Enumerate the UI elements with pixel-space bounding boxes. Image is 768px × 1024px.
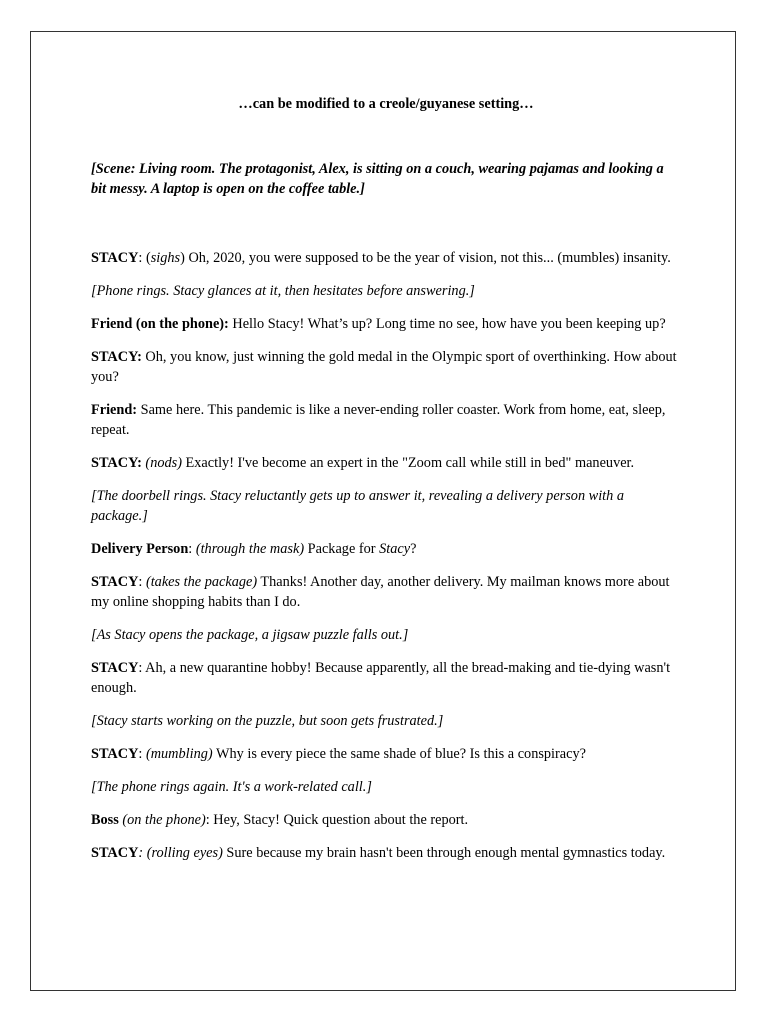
dialogue-text: Hello Stacy! What’s up? Long time no see, how have you been keeping up? (228, 316, 666, 332)
script-body (91, 94, 681, 876)
dialogue-line: STACY: (sighs) Oh, 2020, you were supposed to be the year of vision, not this... (mumbles) insanity. (91, 250, 671, 266)
dialogue-line (91, 658, 681, 698)
dialogue-text: Package for (304, 541, 380, 557)
stage-direction: [Stacy starts working on the puzzle, but soon gets frustrated.] (91, 713, 444, 729)
stage-direction: [As Stacy opens the package, a jigsaw puzzle falls out.] (91, 627, 409, 643)
dialogue-text: : Hey, Stacy! Quick question about the report. (205, 812, 469, 828)
dialogue-text: Exactly! I've become an expert in the "Zoom call while still in bed" maneuver. (181, 455, 635, 471)
action-note: (mumbling) (145, 746, 213, 762)
dialogue-line: Delivery Person: (through the mask) Package for Stacy? (91, 541, 417, 557)
action-note: (nods) (141, 455, 182, 471)
dialogue-text: Why is every piece the same shade of blue? Is this a conspiracy? (212, 746, 586, 762)
action-note: (through the mask) (195, 541, 305, 557)
speaker-name: Friend (on the phone): (91, 316, 229, 332)
speaker-name: Boss (91, 812, 119, 828)
dialogue-line (91, 347, 681, 387)
action-note: (on the phone) (118, 812, 206, 828)
dialogue-text: : Ah, a new quarantine hobby! Because apparently, all the bread-making and tie-dying wasn't enough. (91, 660, 671, 696)
speaker-name: STACY: (91, 349, 142, 365)
dialogue-line (91, 314, 681, 334)
dialogue-text: Sure because my brain hasn't been through enough mental gymnastics today. (222, 845, 666, 861)
dialogue-text: Oh, you know, just winning the gold medal in the Olympic sport of overthinking. How about you? (91, 349, 677, 385)
dialogue-text: Thanks! Another day, another delivery. My mailman knows more about my online shopping habits than I do. (91, 574, 670, 610)
dialogue-line: STACY: (mumbling) Why is every piece the same shade of blue? Is this a conspiracy? (91, 746, 586, 762)
speaker-name: STACY (91, 660, 139, 676)
dialogue-line (91, 400, 681, 440)
stage-direction: [The doorbell rings. Stacy reluctantly gets up to answer it, revealing a delivery person with a package.] (91, 488, 625, 524)
speaker-name: Friend: (91, 402, 138, 418)
stage-direction: [Phone rings. Stacy glances at it, then hesitates before answering.] (91, 283, 475, 299)
speaker-name: STACY (91, 250, 139, 266)
dialogue-line (91, 453, 681, 473)
speaker-name: STACY (91, 746, 139, 762)
speaker-name: Delivery Person (91, 541, 189, 557)
dialogue-text: Same here. This pandemic is like a never-ending roller coaster. Work from home, eat, sleep, repeat. (91, 402, 666, 438)
speaker-name: STACY (91, 845, 139, 861)
action-note: (takes the package) (145, 574, 258, 590)
stage-direction: [The phone rings again. It's a work-related call.] (91, 779, 372, 795)
document-page (30, 31, 736, 991)
speaker-name: STACY: (91, 455, 142, 471)
action-note: : (rolling eyes) (138, 845, 223, 861)
action-note: sighs (150, 250, 181, 266)
dialogue-line: STACY: (takes the package) Thanks! Another day, another delivery. My mailman knows more about my online shopping habits than I do. (91, 574, 670, 610)
spacer (91, 199, 681, 248)
speaker-name: STACY (91, 574, 139, 590)
header-note: …can be modified to a creole/guyanese setting… (238, 96, 534, 112)
emphasized-name: Stacy (379, 541, 411, 557)
dialogue-text: ) Oh, 2020, you were supposed to be the year of vision, not this... (mumbles) insanity. (180, 250, 671, 266)
dialogue-line (91, 843, 681, 863)
scene-description: [Scene: Living room. The protagonist, Alex, is sitting on a couch, wearing pajamas and looking a bit messy. A laptop is open on the coffee table.] (91, 161, 664, 197)
dialogue-line (91, 810, 681, 830)
